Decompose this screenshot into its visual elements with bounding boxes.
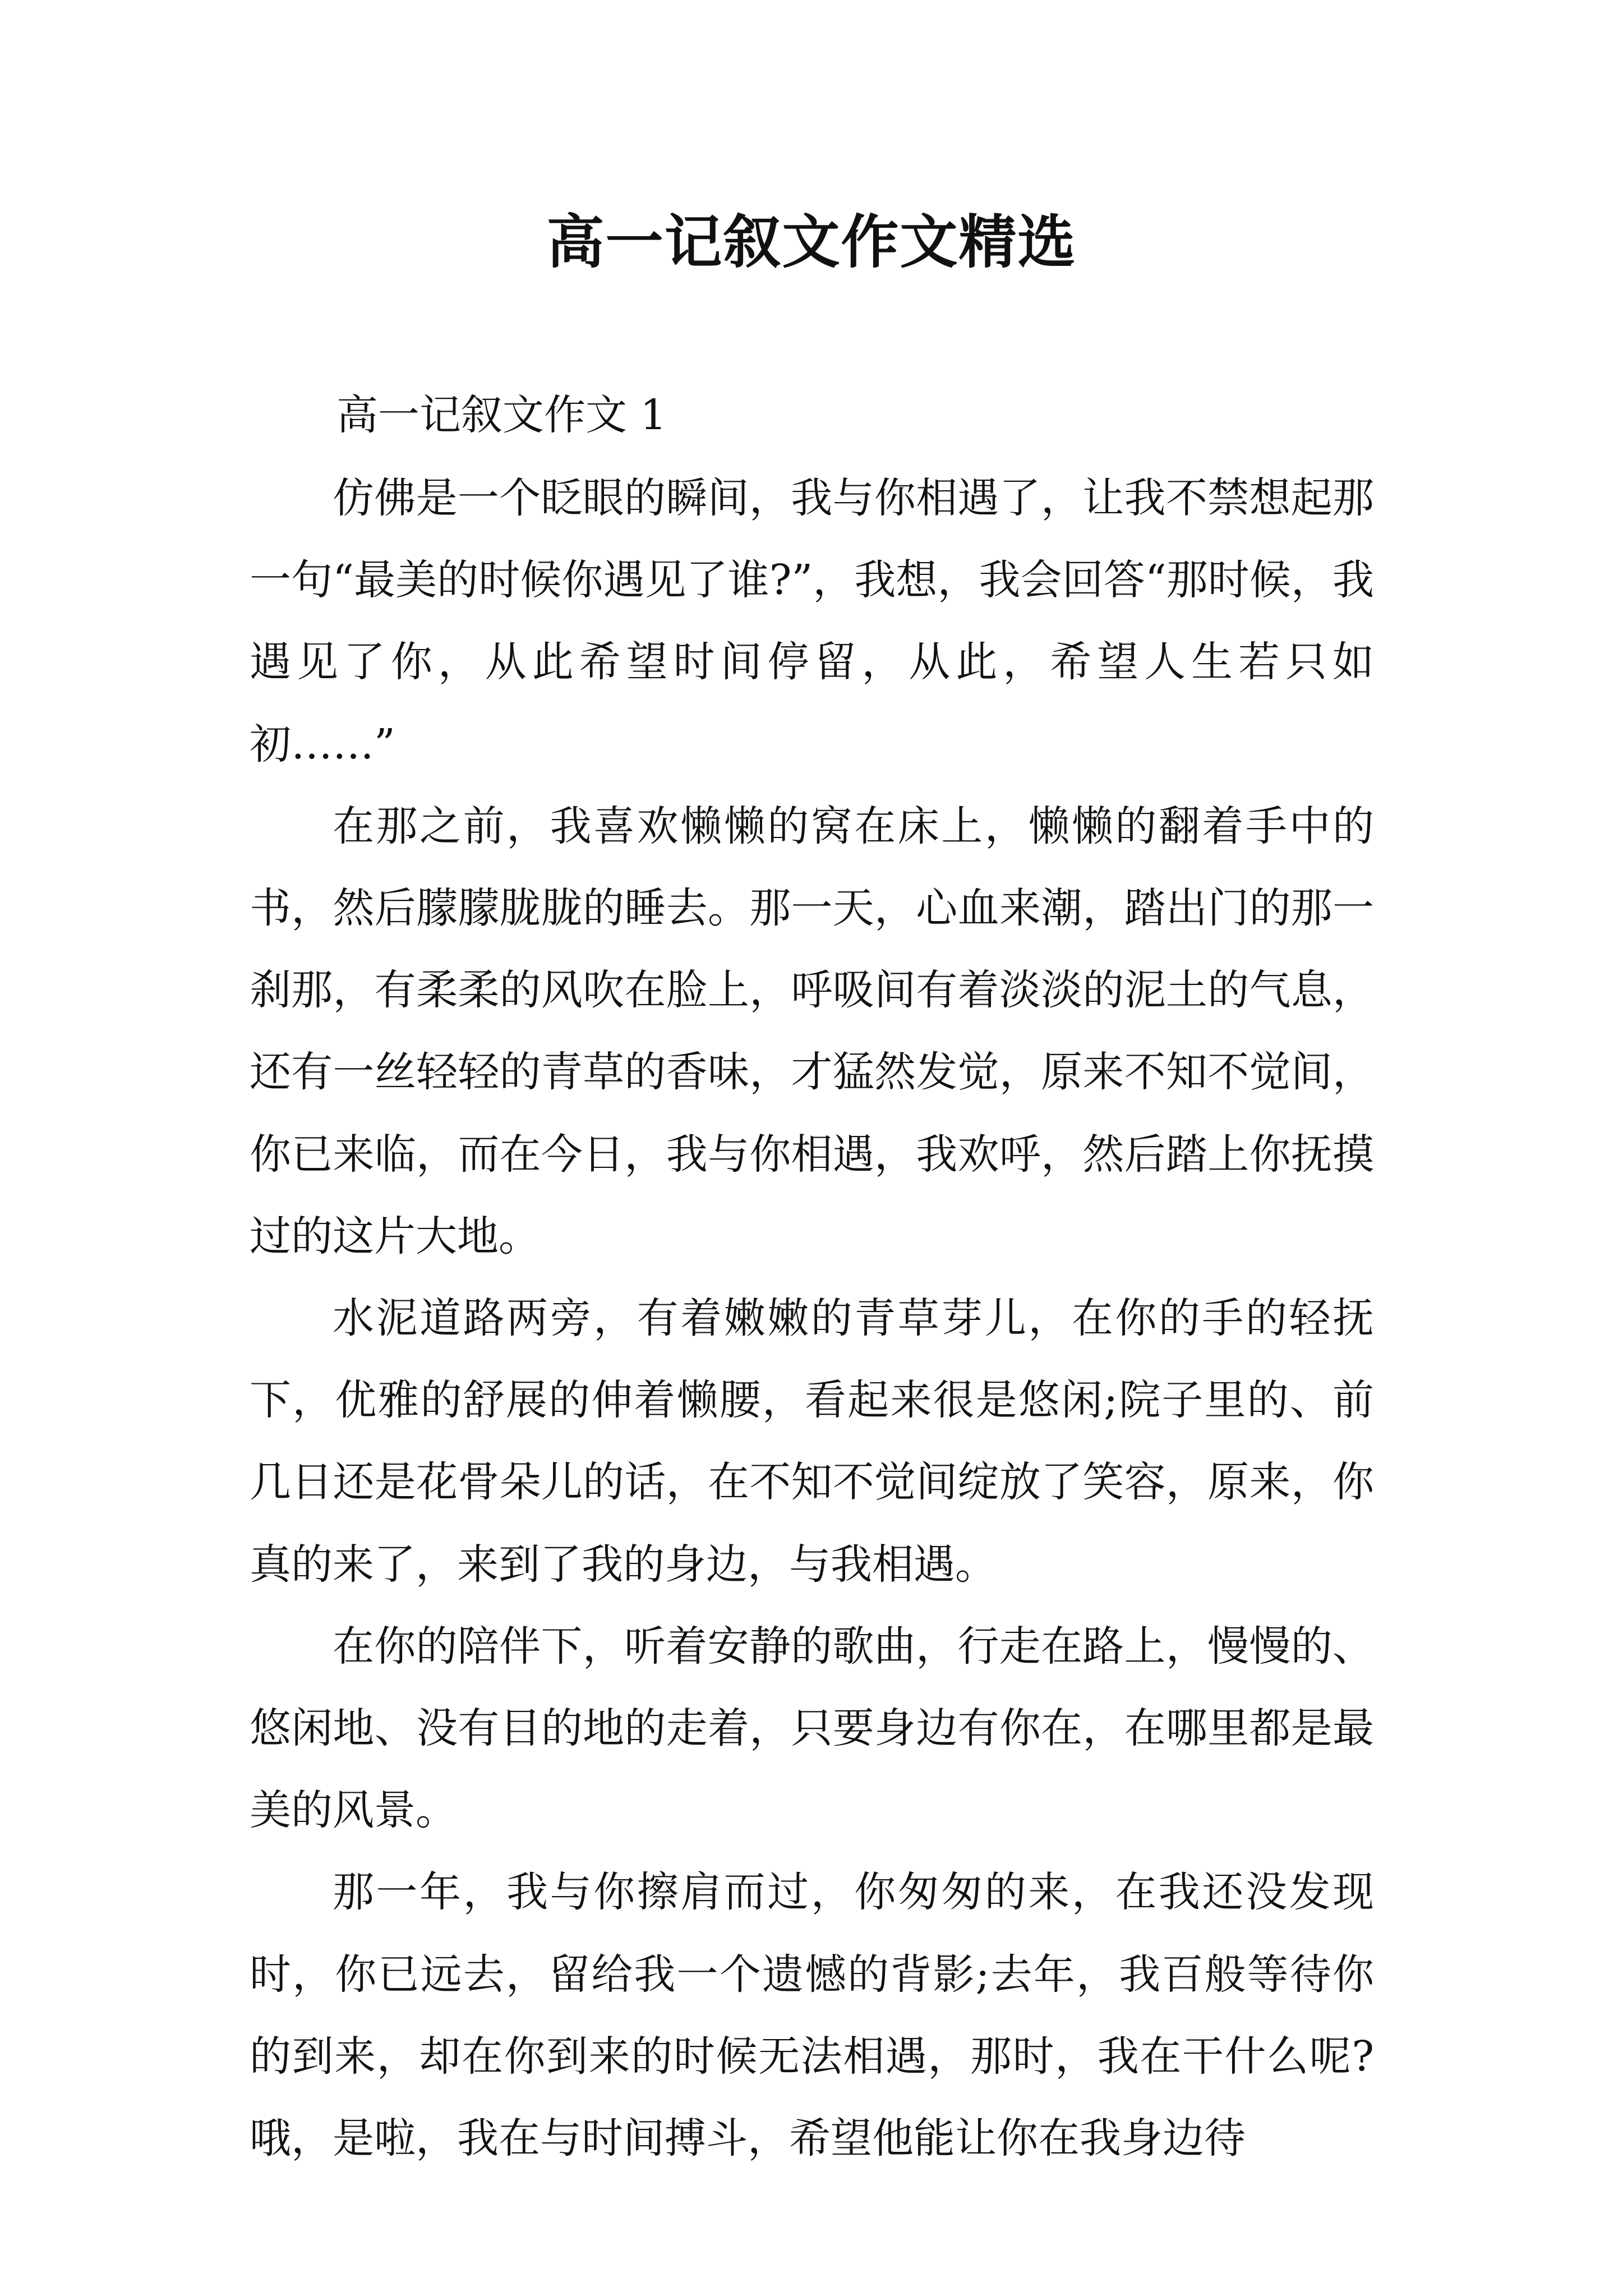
document-title: 高一记叙文作文精选 [546, 208, 1077, 276]
paragraph: 在你的陪伴下，听着安静的歌曲，行走在路上，慢慢的、悠闲地、没有目的地的走着，只要身边有你在，在哪里都是最美的风景。 [250, 1622, 1374, 1835]
paragraph: 水泥道路两旁，有着嫩嫩的青草芽儿，在你的手的轻抚下，优雅的舒展的伸着懒腰，看起来很是悠闲;院子里的、前几日还是花骨朵儿的话，在不知不觉间绽放了笑容，原来，你真的来了，来到了我的身边，与我相遇。 [250, 1294, 1374, 1589]
paragraph: 仿佛是一个眨眼的瞬间，我与你相遇了，让我不禁想起那一句“最美的时候你遇见了谁?”，我想，我会回答“那时候，我遇见了你，从此希望时间停留，从此，希望人生若只如初……” [250, 474, 1374, 769]
paragraph: 那一年，我与你擦肩而过，你匆匆的来，在我还没发现时，你已远去，留给我一个遗憾的背影;去年，我百般等待你的到来，却在你到来的时候无法相遇，那时，我在干什么呢?哦，是啦，我在与时间搏斗，希望他能让你在我身边待 [250, 1868, 1374, 2163]
essay-body [250, 457, 1374, 2179]
paragraph: 在那之前，我喜欢懒懒的窝在床上，懒懒的翻着手中的书，然后朦朦胧胧的睡去。那一天，心血来潮，踏出门的那一刹那，有柔柔的风吹在脸上，呼吸间有着淡淡的泥土的气息，还有一丝轻轻的青草的香味，才猛然发觉，原来不知不觉间，你已来临，而在今日，我与你相遇，我欢呼，然后踏上你抚摸过的这片大地。 [250, 802, 1374, 1260]
essay-subtitle: 高一记叙文作文 1 [336, 391, 667, 439]
